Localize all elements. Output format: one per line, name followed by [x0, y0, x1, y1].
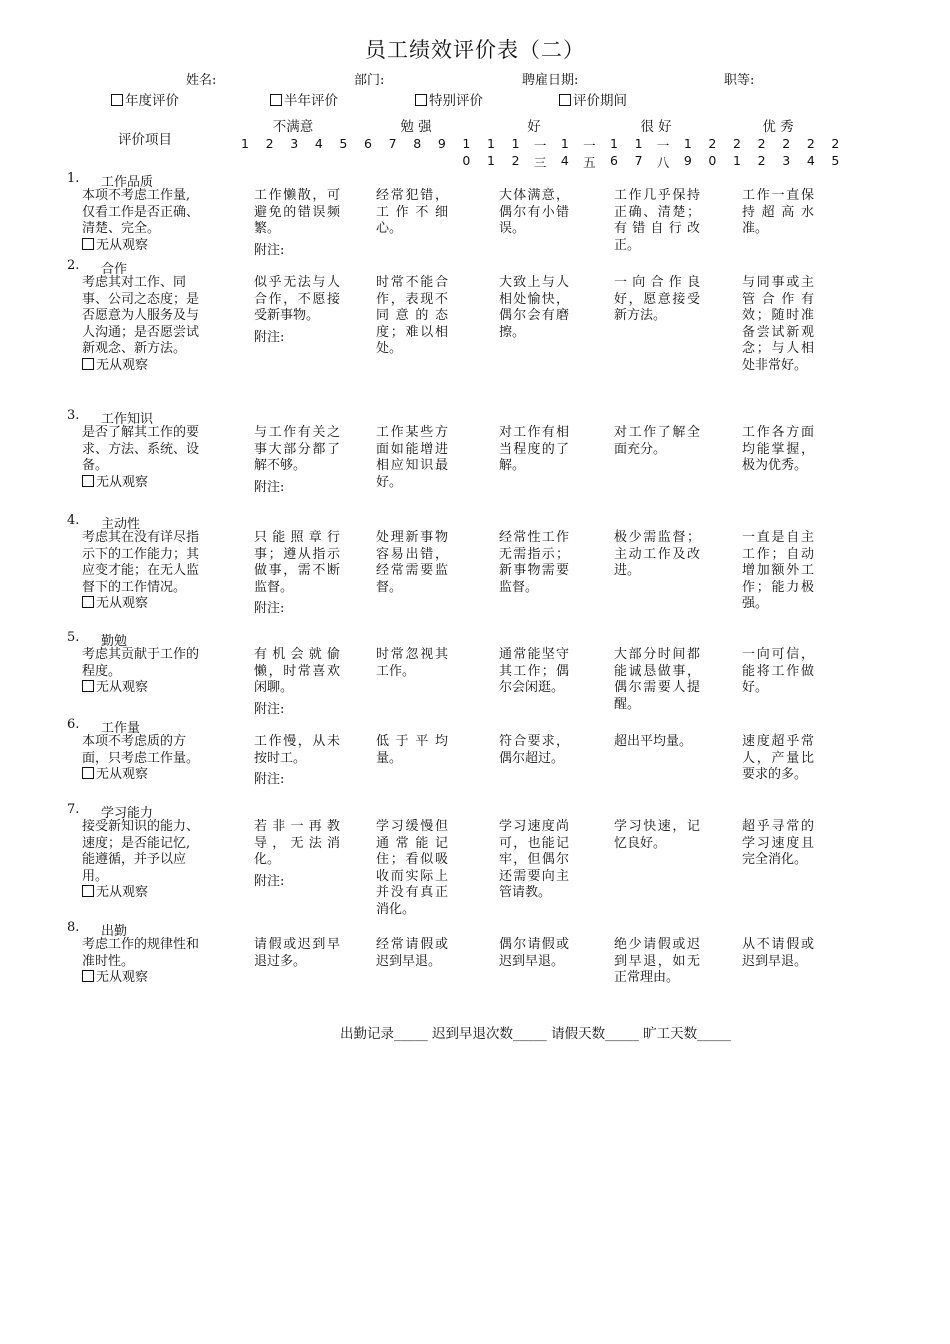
scale-digit-top[interactable]: 3 [290, 136, 299, 151]
item-description-line: 考虑其对工作、同 [82, 275, 187, 290]
info-hire-date: 聘雇日期: [522, 73, 579, 88]
scale-digit-bottom[interactable]: 3 [782, 153, 791, 168]
attachment-note-label: 附注: [254, 772, 285, 787]
grade-description-cell: 经常犯错，工作不细心。 [376, 188, 448, 236]
item-title: 合作 [101, 262, 128, 277]
grade-description-cell: 工作几乎保持正确、清楚；有错自行改正。 [614, 188, 700, 253]
scale-digit-top[interactable]: 1 [511, 136, 520, 151]
scale-digit-top[interactable]: 2 [265, 136, 274, 151]
scale-digit-top[interactable]: 2 [708, 136, 717, 151]
scale-digit-top[interactable]: 1 [462, 136, 471, 151]
item-number: 2. [67, 258, 80, 273]
scale-digit-bottom[interactable]: 1 [487, 153, 495, 168]
no-observation-option[interactable] [82, 885, 148, 902]
grade-description-cell: 与同事或主管合作有效；随时准备尝试新观念；与人相处非常好。 [742, 275, 814, 373]
scale-digit-top[interactable]: 9 [437, 136, 446, 151]
scale-digit-bottom[interactable]: 1 [733, 153, 741, 168]
no-observation-option[interactable] [82, 238, 148, 255]
grade-description-cell: 若非一再教导，无法消化。 [254, 819, 340, 867]
item-title: 出勤 [101, 924, 128, 939]
grade-description-cell: 似乎无法与人合作，不愿接受新事物。 [254, 275, 340, 323]
scale-digit-bottom[interactable]: 2 [757, 153, 766, 168]
grade-header-unsatisfactory: 不满意 [272, 119, 314, 135]
scale-digit-top[interactable]: 2 [831, 136, 840, 151]
no-observation-label: 无从观察 [96, 767, 149, 782]
grade-description-cell: 对工作了解全面充分。 [614, 425, 700, 457]
scale-digit-bottom[interactable]: 4 [806, 153, 815, 168]
scale-digit-bottom[interactable]: 7 [634, 153, 643, 168]
grade-description-cell: 经常性工作无需指示；新事物需要监督。 [499, 530, 569, 595]
review-type-special[interactable] [415, 89, 483, 109]
grade-description-cell: 绝少请假或迟到早退，如无正常理由。 [614, 937, 700, 985]
no-observation-option[interactable] [82, 475, 148, 492]
grade-description-cell: 偶尔请假或迟到早退。 [499, 937, 569, 969]
late-early-count-label: 迟到早退次数 [432, 1026, 514, 1042]
no-observation-label: 无从观察 [96, 680, 149, 695]
item-number: 7. [67, 802, 80, 817]
grade-description-cell: 一向可信，能将工作做好。 [742, 647, 814, 695]
leave-days-blank[interactable]: _____ [605, 1026, 639, 1042]
scale-digit-top[interactable]: 一 [656, 138, 670, 153]
checkbox-icon[interactable] [82, 596, 94, 608]
scale-digit-bottom[interactable]: 5 [831, 153, 840, 168]
attachment-note-label: 附注: [254, 243, 285, 258]
checkbox-icon[interactable] [82, 238, 94, 250]
attendance-record-label: 出勤记录 [340, 1026, 394, 1042]
scale-digit-top[interactable]: 1 [634, 136, 643, 151]
grade-description-cell: 大致上与人相处愉快，偶尔会有磨擦。 [499, 275, 569, 340]
item-description-line: 本项不考虑工作量, [82, 188, 191, 203]
no-observation-label: 无从观察 [96, 596, 149, 611]
no-observation-label: 无从观察 [96, 237, 149, 253]
item-title: 工作品质 [101, 175, 154, 190]
grade-description-cell: 请假或迟到早退过多。 [254, 937, 340, 969]
scale-digit-bottom[interactable]: 三 [533, 155, 547, 170]
grade-description-cell: 从不请假或迟到早退。 [742, 937, 814, 969]
scale-digit-bottom[interactable]: 0 [462, 153, 471, 168]
leave-days-label: 请假天数 [551, 1026, 606, 1042]
grade-description-cell: 与工作有关之事大部分都了解不够。 [254, 425, 340, 473]
item-number: 5. [67, 630, 80, 645]
grade-description-cell: 符合要求，偶尔超过。 [499, 734, 569, 766]
scale-digit-bottom[interactable]: 9 [683, 153, 692, 168]
grade-description-cell: 工作懒散，可避免的错误频繁。 [254, 188, 340, 236]
scale-digit-top[interactable]: 2 [806, 136, 815, 151]
item-title: 工作知识 [101, 412, 154, 427]
grade-description-cell: 工作某些方面如能增进相应知识最好。 [376, 425, 448, 490]
item-title: 勤勉 [101, 634, 128, 649]
no-observation-label: 无从观察 [96, 885, 149, 900]
item-description-line: 否愿意为人服务及与 [82, 308, 200, 323]
checkbox-icon[interactable] [82, 885, 94, 897]
no-observation-option[interactable] [82, 358, 148, 375]
scale-digit-top[interactable]: 7 [388, 136, 397, 151]
attendance-summary [340, 1022, 731, 1042]
item-description-line: 示下的工作能力；其 [82, 546, 200, 562]
grade-header-marginal: 勉 强 [400, 119, 432, 135]
scale-digit-bottom[interactable]: 4 [560, 153, 569, 168]
item-description-line: 备。 [82, 458, 109, 473]
checkbox-icon[interactable] [82, 358, 94, 370]
grade-description-cell: 学习缓慢但通常能记住；看似吸收而实际上并没有真正消化。 [376, 819, 448, 917]
scale-digit-top[interactable]: 1 [560, 136, 569, 151]
scale-digit-bottom[interactable]: 八 [656, 155, 670, 170]
scale-digit-top[interactable]: 1 [487, 136, 495, 151]
grade-description-cell: 时常忽视其工作。 [376, 647, 448, 679]
grade-description-cell: 速度超乎常人，产量比要求的多。 [742, 734, 814, 782]
checkbox-icon[interactable] [82, 475, 94, 487]
item-title: 学习能力 [101, 806, 154, 821]
review-type-annual[interactable] [111, 89, 179, 109]
info-name: 姓名: [186, 73, 217, 88]
review-type-label: 半年评价 [284, 93, 338, 109]
item-description-line: 考虑工作的规律性和 [82, 937, 200, 952]
grade-description-cell: 一直是自主工作；自动增加额外工作；能力极强。 [742, 530, 814, 611]
attachment-note-label: 附注: [254, 702, 285, 717]
item-description-line: 应变才能；在无人监 [82, 563, 200, 578]
item-description-line: 速度；是否能记忆, [82, 835, 191, 851]
review-type-period[interactable] [559, 89, 627, 109]
page-title: 员工绩效评价表（二） [365, 38, 585, 62]
item-description-line: 能遵循，并予以应 [82, 852, 187, 867]
checkbox-icon[interactable] [82, 970, 94, 982]
scale-digit-top[interactable]: 一 [533, 138, 547, 153]
item-title: 主动性 [101, 517, 141, 532]
item-description-line: 接受新知识的能力、 [82, 819, 200, 834]
item-description-line: 新观念、新方法。 [82, 341, 187, 356]
item-description-line: 是否了解其工作的要 [82, 425, 200, 440]
grade-description-cell: 超出平均量。 [614, 734, 693, 749]
scale-digit-bottom[interactable]: 6 [610, 153, 618, 168]
item-number: 6. [67, 717, 80, 732]
item-description-line: 用。 [82, 868, 109, 884]
grade-description-cell: 超乎寻常的学习速度且完全消化。 [742, 819, 814, 867]
scale-digit-top[interactable]: 2 [782, 136, 791, 151]
grade-description-cell: 处理新事物容易出错，经常需要监督。 [376, 530, 448, 595]
grade-description-cell: 对工作有相当程度的了解。 [499, 425, 569, 473]
item-title: 工作量 [101, 721, 141, 736]
item-description-line: 人沟通；是否愿尝试 [82, 324, 200, 340]
checkbox-icon[interactable] [270, 94, 282, 106]
grade-header-good: 好 [527, 119, 541, 135]
attachment-note-label: 附注: [254, 480, 285, 495]
grade-header-excellent: 优 秀 [762, 119, 794, 135]
attendance-record-blank[interactable]: _____ [394, 1026, 428, 1042]
no-observation-option[interactable] [82, 767, 148, 784]
item-description-line: 清楚、完全。 [82, 221, 161, 236]
grade-description-cell: 工作慢，从未按时工。 [254, 734, 340, 766]
scale-digit-top[interactable]: 一 [583, 138, 596, 153]
grade-description-cell: 一向合作良好，愿意接受新方法。 [614, 275, 700, 323]
scale-digit-top[interactable]: 2 [733, 136, 741, 151]
no-observation-option[interactable] [82, 970, 148, 987]
evaluation-item-header: 评价项目 [118, 132, 172, 148]
info-rank: 职等: [724, 73, 755, 88]
absent-days-blank[interactable]: _____ [697, 1026, 731, 1042]
no-observation-label: 无从观察 [96, 474, 149, 490]
grade-description-cell: 有机会就偷懒，时常喜欢闲聊。 [254, 647, 340, 695]
item-number: 1. [67, 171, 80, 186]
grade-description-cell: 极少需监督；主动工作及改进。 [614, 530, 700, 578]
grade-description-cell: 学习快速，记忆良好。 [614, 819, 700, 851]
grade-description-cell: 学习速度尚可，也能记牢，但偶尔还需要向主管请教。 [499, 819, 569, 900]
item-description-line: 考虑其在没有详尽指 [82, 530, 200, 545]
attachment-note-label: 附注: [254, 874, 285, 889]
grade-description-cell: 大体满意，偶尔有小错误。 [499, 188, 569, 236]
item-description-line: 仅看工作是否正确、 [82, 204, 200, 220]
review-type-half-year[interactable] [270, 89, 338, 109]
scale-digit-bottom[interactable]: 2 [511, 153, 520, 168]
attachment-note-label: 附注: [254, 601, 285, 616]
item-description-line: 本项不考虑质的方 [82, 734, 187, 749]
scale-digit-top[interactable]: 5 [339, 136, 348, 151]
no-observation-label: 无从观察 [96, 357, 149, 373]
scale-digit-top[interactable]: 1 [610, 136, 618, 151]
late-early-count-blank[interactable]: _____ [513, 1026, 547, 1042]
review-type-label: 特别评价 [429, 93, 483, 109]
checkbox-icon[interactable] [415, 94, 427, 106]
grade-description-cell: 时常不能合作，表现不同意的态度；难以相处。 [376, 275, 448, 356]
scale-digit-top[interactable]: 1 [683, 136, 692, 151]
scale-digit-top[interactable]: 8 [413, 136, 422, 151]
scale-digit-top[interactable]: 4 [314, 136, 323, 151]
review-type-label: 评价期间 [573, 93, 627, 109]
item-description-line: 考虑其贡献于工作的 [82, 647, 200, 662]
grade-description-cell: 工作一直保持超高水准。 [742, 188, 814, 236]
attachment-note-label: 附注: [254, 330, 285, 345]
grade-description-cell: 工作各方面均能掌握，极为优秀。 [742, 425, 814, 473]
scale-digit-bottom[interactable]: 五 [583, 155, 596, 170]
item-description-line: 面，只考虑工作量。 [82, 750, 200, 766]
scale-digit-bottom[interactable]: 0 [708, 153, 717, 168]
checkbox-icon[interactable] [559, 94, 571, 106]
review-type-label: 年度评价 [125, 93, 179, 109]
item-description-line: 督下的工作情况。 [82, 579, 187, 595]
item-description-line: 事、公司之态度；是 [82, 291, 200, 307]
no-observation-option[interactable] [82, 596, 148, 613]
scale-digit-top[interactable]: 6 [364, 136, 372, 151]
no-observation-option[interactable] [82, 680, 148, 697]
item-number: 3. [67, 408, 80, 423]
grade-header-very-good: 很 好 [640, 119, 672, 135]
no-observation-label: 无从观察 [96, 970, 149, 985]
item-description-line: 准时性。 [82, 953, 135, 969]
grade-description-cell: 通常能坚守其工作；偶尔会闲逛。 [499, 647, 569, 695]
info-department: 部门: [354, 73, 385, 88]
item-description-line: 求、方法、系统、设 [82, 441, 200, 457]
scale-digit-top[interactable]: 2 [757, 136, 766, 151]
checkbox-icon[interactable] [82, 767, 94, 779]
grade-description-cell: 低于平均量。 [376, 734, 448, 766]
checkbox-icon[interactable] [111, 94, 123, 106]
item-number: 4. [67, 513, 80, 528]
grade-description-cell: 经常请假或迟到早退。 [376, 937, 448, 969]
grade-description-cell: 大部分时间都能诚恳做事，偶尔需要人提醒。 [614, 647, 700, 712]
item-description-line: 程度。 [82, 663, 122, 679]
grade-description-cell: 只能照章行事；遵从指示做事，需不断监督。 [254, 530, 340, 595]
absent-days-label: 旷工天数 [643, 1026, 698, 1042]
item-number: 8. [67, 920, 80, 935]
scale-digit-top[interactable]: 1 [241, 136, 249, 151]
checkbox-icon[interactable] [82, 680, 94, 692]
